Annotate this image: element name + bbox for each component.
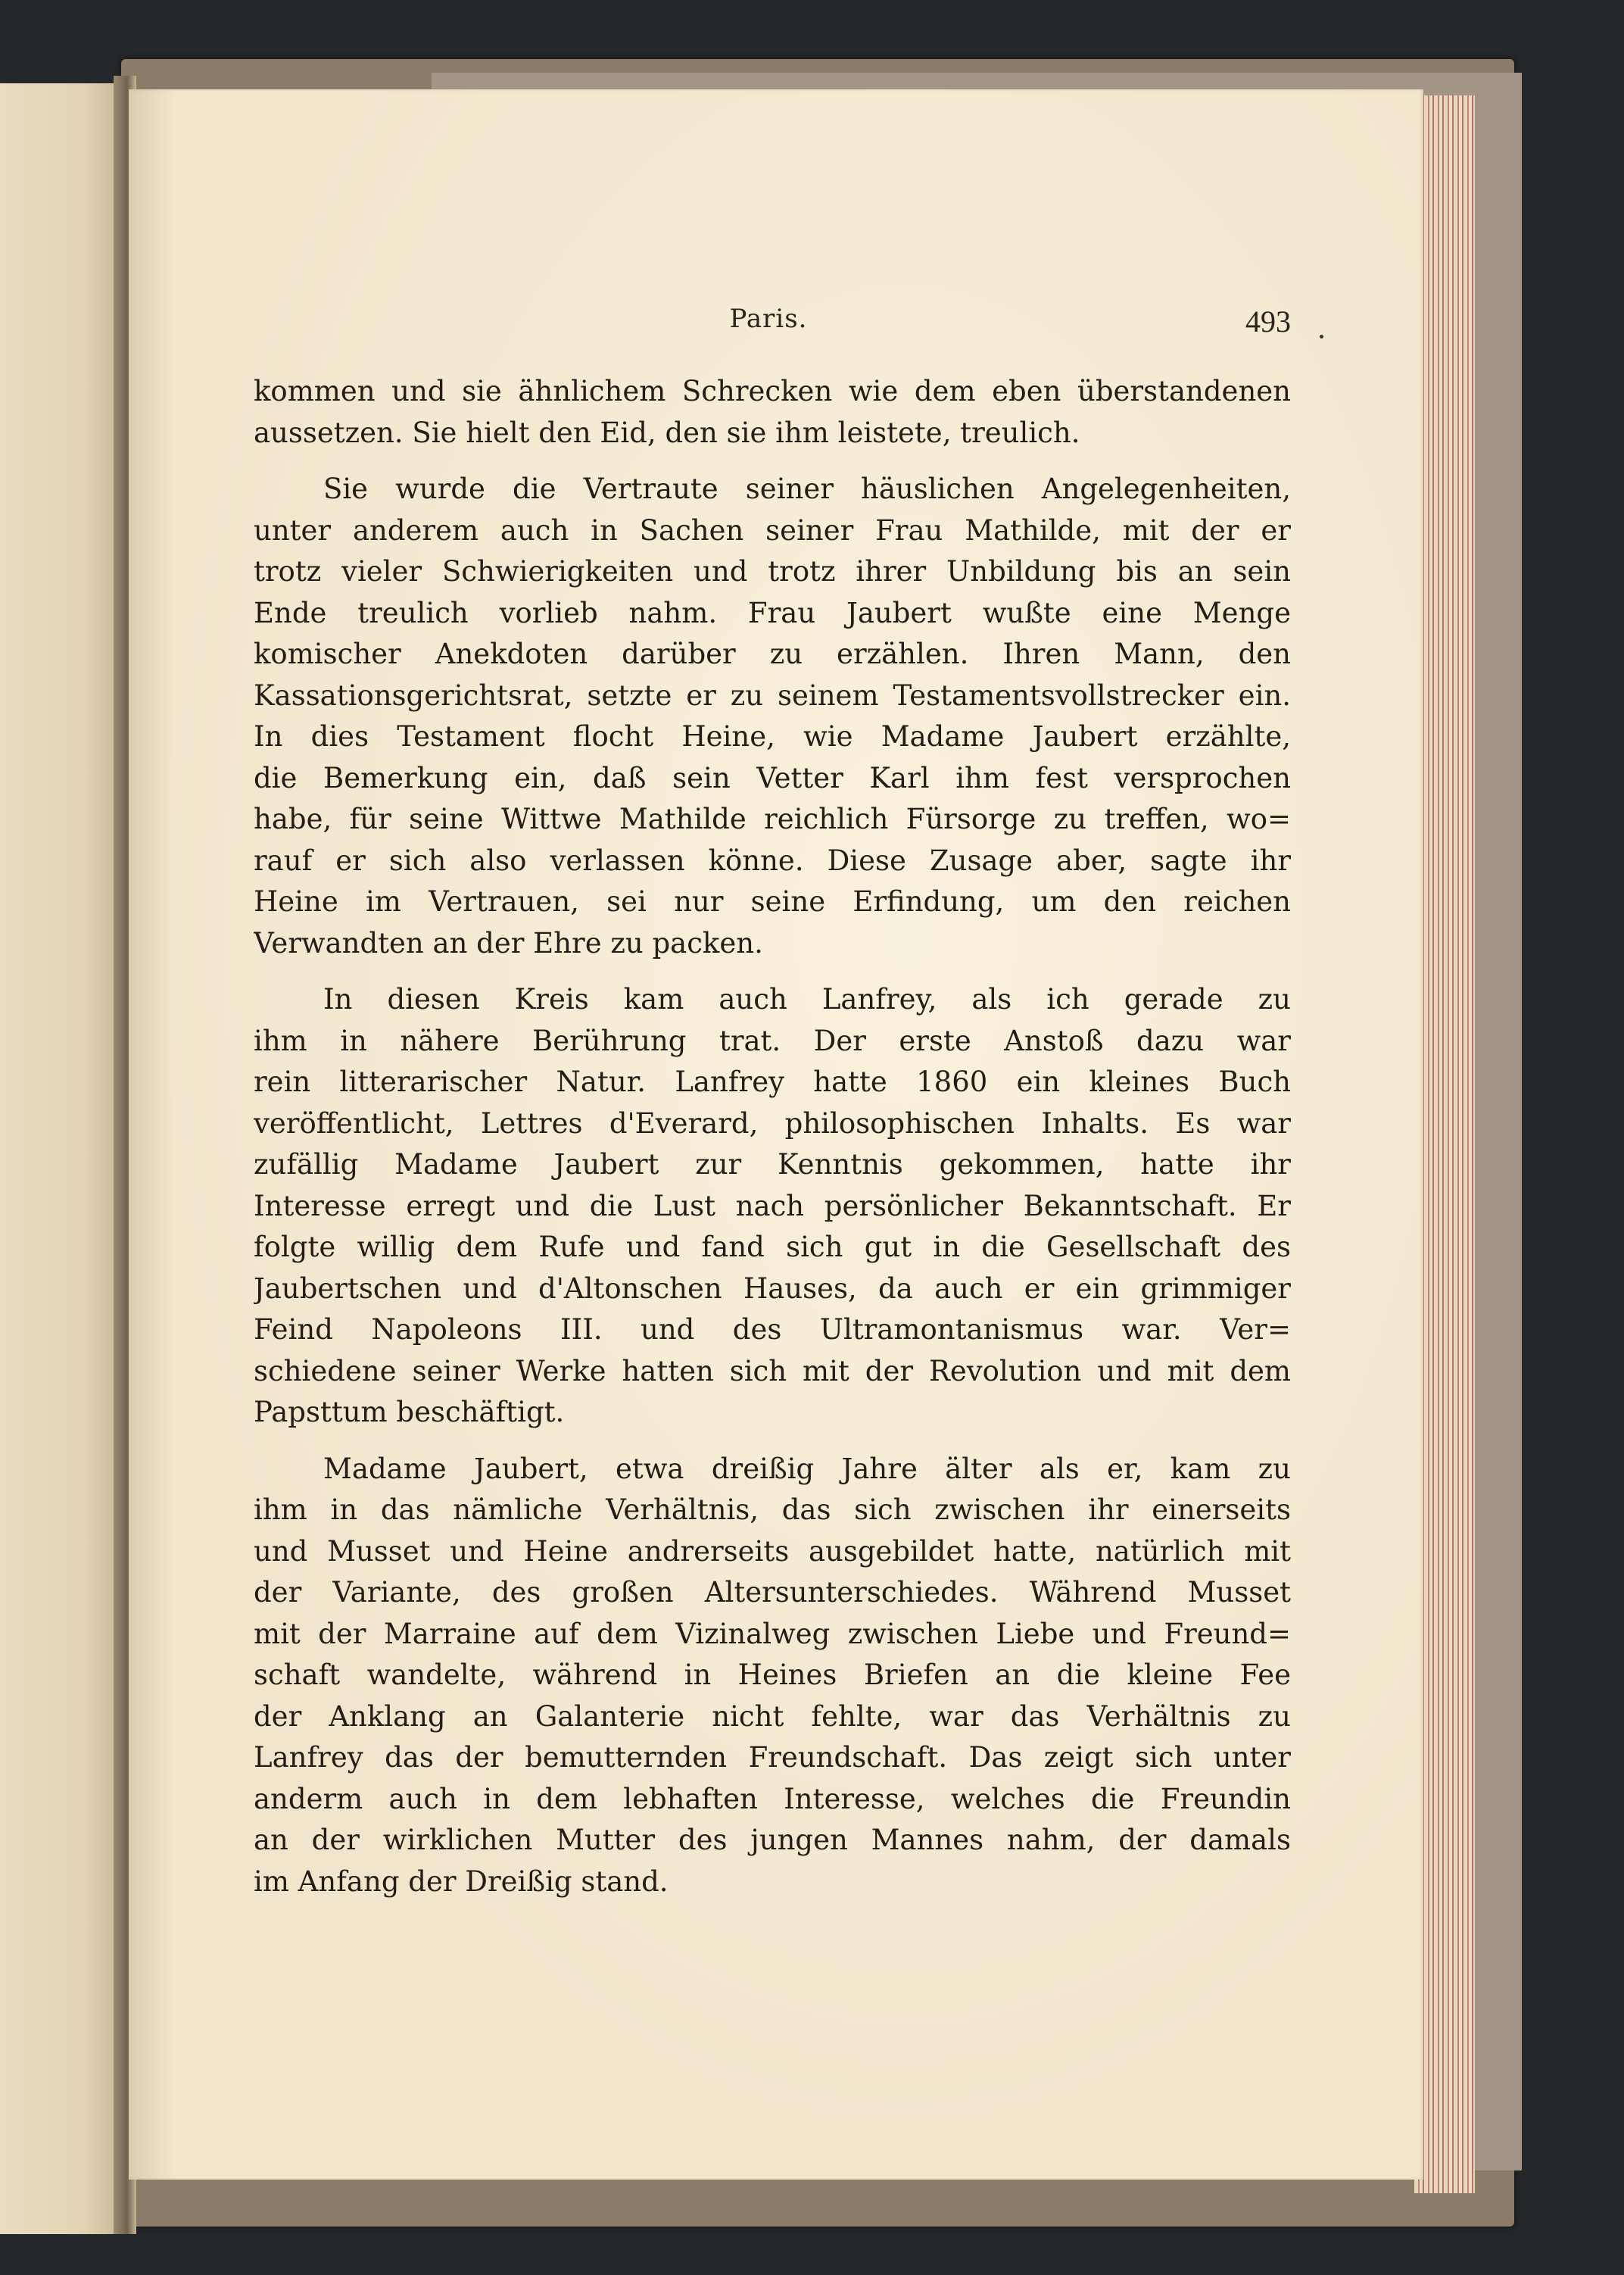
paragraph <box>254 1449 1291 1903</box>
paragraph <box>254 979 1291 1434</box>
text-line: Ende treulich vorlieb nahm. Frau Jaubert wußte eine Menge <box>254 596 1291 629</box>
text-line: veröffentlicht, Lettres d'Everard, philosophischen Inhalts. Es war <box>254 1106 1291 1140</box>
text-line: Papsttum beschäftigt. <box>254 1396 565 1428</box>
text-line: Heine im Vertrauen, sei nur seine Erfindung, um den reichen <box>254 885 1291 918</box>
paragraph-gap <box>254 454 1291 469</box>
text-line: rein litterarischer Natur. Lanfrey hatte 1860 ein kleines Buch <box>254 1066 1291 1098</box>
text-line: schaft wandelte, während in Heines Briefen an die kleine Fee <box>254 1659 1291 1691</box>
text-line: rauf er sich also verlassen könne. Diese Zusage aber, sagte ihr <box>254 844 1291 877</box>
body-text <box>254 371 1291 1902</box>
text-line: die Bemerkung ein, daß sein Vetter Karl ihm fest versprochen <box>254 761 1291 794</box>
paragraph <box>254 469 1291 964</box>
text-line: mit der Marraine auf dem Vizinalweg zwischen Liebe und Freund= <box>254 1617 1291 1650</box>
text-line: habe, für seine Wittwe Mathilde reichlich Fürsorge zu treffen, wo= <box>254 803 1291 835</box>
left-page-edge <box>0 83 121 2234</box>
text-line: komischer Anekdoten darüber zu erzählen. Ihren Mann, den <box>254 638 1291 670</box>
text-line: der Anklang an Galanterie nicht fehlte, war das Verhältnis zu <box>254 1699 1291 1733</box>
page-number: 493 <box>1245 304 1291 339</box>
text-line: ihm in das nämliche Verhältnis, das sich zwischen ihr einerseits <box>254 1493 1291 1526</box>
text-line: im Anfang der Dreißig stand. <box>254 1865 669 1898</box>
text-line: und Musset und Heine andrerseits ausgebildet hatte, natürlich mit <box>254 1534 1291 1568</box>
text-line: Lanfrey das der bemutternden Freundschaft. Das zeigt sich unter <box>254 1741 1291 1774</box>
text-line: der Variante, des großen Altersunterschiedes. Während Musset <box>254 1576 1291 1609</box>
text-line: Sie wurde die Vertraute seiner häuslichen Angelegenheiten, <box>323 473 1291 505</box>
paragraph-gap <box>254 1434 1291 1449</box>
text-line: trotz vieler Schwierigkeiten und trotz ihrer Unbildung bis an sein <box>254 555 1291 588</box>
text-line: Interesse erregt und die Lust nach persönlicher Bekanntschaft. Er <box>254 1189 1291 1222</box>
text-line: an der wirklichen Mutter des jungen Mannes nahm, der damals <box>254 1824 1291 1856</box>
running-head-title: Paris. <box>729 304 808 334</box>
text-line: unter anderem auch in Sachen seiner Frau Mathilde, mit der er <box>254 513 1291 547</box>
text-line: Madame Jaubert, etwa dreißig Jahre älter als er, kam zu <box>323 1452 1291 1485</box>
text-line: In diesen Kreis kam auch Lanfrey, als ich gerade zu <box>323 983 1291 1016</box>
text-line: schiedene seiner Werke hatten sich mit der Revolution und mit dem <box>254 1354 1291 1387</box>
text-line: Jaubertschen und d'Altonschen Hauses, da auch er ein grimmiger <box>254 1272 1291 1305</box>
text-line: Feind Napoleons III. und des Ultramontanismus war. Ver= <box>254 1313 1291 1346</box>
dust-speck <box>1320 335 1323 339</box>
text-line: Verwandten an der Ehre zu packen. <box>254 926 763 960</box>
text-line: ihm in nähere Berührung trat. Der erste Anstoß dazu war <box>254 1024 1291 1057</box>
text-line: kommen und sie ähnlichem Schrecken wie dem eben überstandenen <box>254 375 1291 407</box>
page-edges <box>1414 95 1475 2193</box>
text-line: anderm auch in dem lebhaften Interesse, welches die Freundin <box>254 1782 1291 1815</box>
text-line: Kassationsgerichtsrat, setzte er zu seinem Testamentsvollstrecker ein. <box>254 679 1291 712</box>
paragraph <box>254 371 1291 454</box>
running-head <box>246 304 1291 349</box>
book-page <box>129 89 1423 2180</box>
paragraph-gap <box>254 964 1291 979</box>
text-line: folgte willig dem Rufe und fand sich gut in die Gesellschaft des <box>254 1231 1291 1263</box>
text-line: zufällig Madame Jaubert zur Kenntnis gekommen, hatte ihr <box>254 1148 1291 1181</box>
text-line: aussetzen. Sie hielt den Eid, den sie ihm leistete, treulich. <box>254 416 1080 449</box>
text-line: In dies Testament flocht Heine, wie Madame Jaubert erzählte, <box>254 720 1291 753</box>
